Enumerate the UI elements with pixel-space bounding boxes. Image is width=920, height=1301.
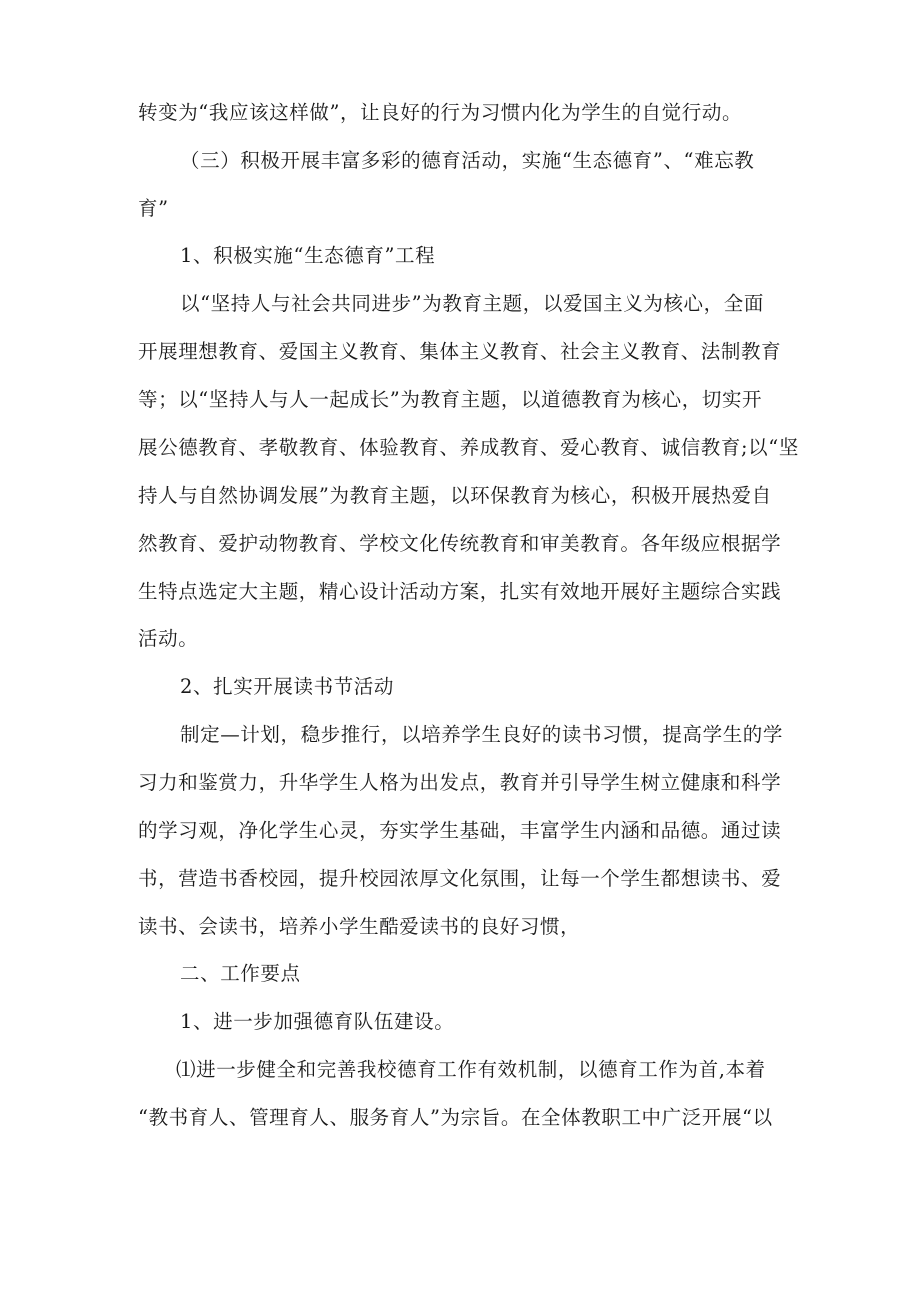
text-line-1: 转变为“我应该这样做”，让良好的行为习惯内化为学生的自觉行动。 xyxy=(138,101,743,124)
text-line-12: 活动。 xyxy=(138,627,199,650)
text-line-18: 读书、会读书，培养小学生酷爱读书的良好习惯， xyxy=(138,915,581,938)
section-heading-2: 二、工作要点 xyxy=(180,962,301,985)
text-line-21: ⑴进一步健全和完善我校德育工作有效机制，以德育工作为首,本着 xyxy=(176,1058,766,1081)
section-heading-3-cont: 育” xyxy=(138,197,169,220)
text-line-6: 开展理想教育、爱国主义教育、集体主义教育、社会主义教育、法制教育 xyxy=(138,340,782,363)
text-line-11: 生特点选定大主题，精心设计活动方案，扎实有效地开展好主题综合实践 xyxy=(138,580,782,603)
text-line-8: 展公德教育、孝敬教育、体验教育、养成教育、爱心教育、诚信教育;以“坚 xyxy=(138,436,799,459)
text-line-5: 以“坚持人与社会共同进步”为教育主题，以爱国主义为核心，全面 xyxy=(180,292,764,315)
text-line-9: 持人与自然协调发展”为教育主题，以环保教育为核心，积极开展热爱自 xyxy=(138,484,772,507)
text-line-16: 的学习观，净化学生心灵，夯实学生基础，丰富学生内涵和品德。通过读 xyxy=(138,819,782,842)
text-line-7: 等；以“坚持人与人一起成长”为教育主题，以道德教育为核心，切实开 xyxy=(138,388,763,411)
subheading-2: 2、扎实开展读书节活动 xyxy=(180,675,395,698)
text-line-10: 然教育、爱护动物教育、学校文化传统教育和审美教育。各年级应根据学 xyxy=(138,532,782,555)
subheading-work-1: 1、进一步加强德育队伍建设。 xyxy=(180,1010,455,1033)
text-line-14: 制定—计划，稳步推行，以培养学生良好的读书习惯，提高学生的学 xyxy=(180,723,784,746)
text-line-22: “教书育人、管理育人、服务育人”为宗旨。在全体教职工中广泛开展“以 xyxy=(138,1106,773,1129)
subheading-1: 1、积极实施“生态德育”工程 xyxy=(180,244,436,267)
text-line-15: 习力和鉴赏力，升华学生人格为出发点，教育并引导学生树立健康和科学 xyxy=(138,771,782,794)
text-line-17: 书，营造书香校园，提升校园浓厚文化氛围，让每一个学生都想读书、爱 xyxy=(138,867,782,890)
section-heading-3: （三）积极开展丰富多彩的德育活动，实施“生态德育”、“难忘教 xyxy=(180,149,755,172)
